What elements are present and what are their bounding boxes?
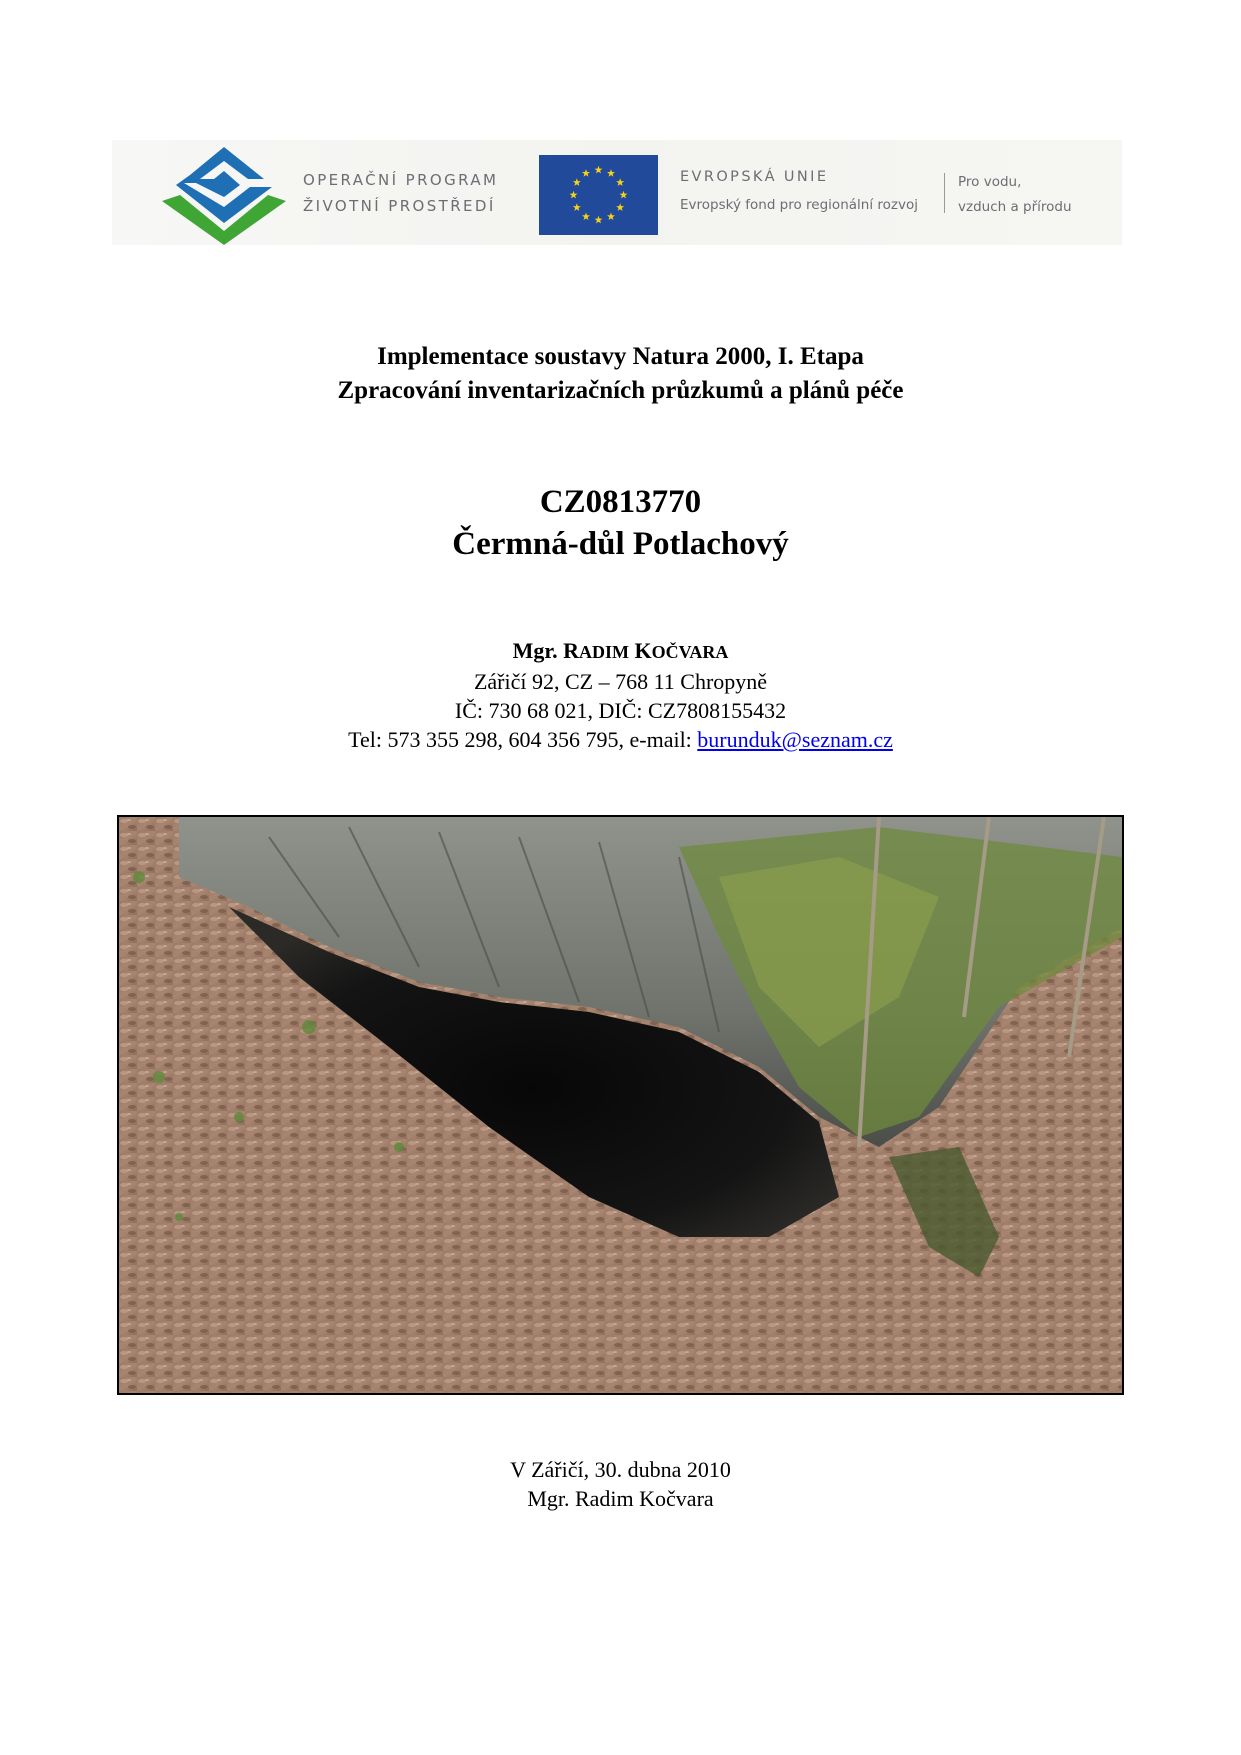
eu-subtitle: Evropský fond pro regionální rozvoj [680, 197, 918, 213]
footer [0, 1455, 1241, 1513]
slogan-line-1: Pro vodu, [958, 174, 1022, 190]
eu-star-icon [620, 191, 628, 199]
op-zp-logo-icon [160, 145, 288, 245]
project-line-1: Implementace soustavy Natura 2000, I. Etapa [377, 343, 864, 370]
site-code: CZ0813770 [539, 484, 702, 520]
eu-star-icon [573, 178, 581, 186]
cave-photo [117, 815, 1124, 1395]
eu-star-icon [573, 203, 581, 211]
site-title [0, 481, 1241, 565]
banner-divider [944, 173, 945, 213]
project-heading [0, 340, 1241, 408]
op-program-name [303, 167, 498, 219]
eu-title: EVROPSKÁ UNIE [680, 169, 829, 185]
signature: Mgr. Radim Kočvara [527, 1486, 714, 1511]
author-block [0, 636, 1241, 754]
cave-photo-image [119, 817, 1122, 1393]
logo-banner [112, 140, 1122, 245]
email-link[interactable]: burunduk@seznam.cz [697, 727, 893, 752]
author-address: Zářičí 92, CZ – 768 11 Chropyně [473, 669, 768, 694]
eu-star-icon [616, 178, 624, 186]
op-line-1: OPERAČNÍ PROGRAM [303, 171, 499, 189]
author-name [0, 636, 1241, 667]
eu-star-icon [570, 191, 578, 199]
eu-star-icon [607, 212, 615, 220]
author-ids: IČ: 730 68 021, DIČ: CZ7808155432 [454, 698, 787, 723]
eu-star-icon [582, 212, 590, 220]
place-date: V Zářičí, 30. dubna 2010 [510, 1457, 731, 1482]
eu-star-icon [582, 169, 590, 177]
eu-star-icon [616, 203, 624, 211]
eu-star-icon [595, 216, 603, 224]
slogan [958, 170, 1072, 220]
slogan-line-2: vzduch a přírodu [958, 199, 1072, 215]
project-line-2: Zpracování inventarizačních průzkumů a plánů péče [337, 377, 904, 404]
contact-prefix: Tel: 573 355 298, 604 356 795, e-mail: [348, 727, 698, 752]
op-line-2: ŽIVOTNÍ PROSTŘEDÍ [303, 197, 496, 215]
eu-star-icon [595, 166, 603, 174]
author-contact [0, 725, 1241, 754]
eu-star-icon [607, 169, 615, 177]
author-last-name: KOČVARA [634, 638, 729, 663]
site-name: Čermná-důl Potlachový [452, 526, 789, 562]
eu-flag-icon [539, 155, 658, 235]
author-title: Mgr. [512, 638, 558, 663]
author-first-name: RADIM [563, 638, 630, 663]
